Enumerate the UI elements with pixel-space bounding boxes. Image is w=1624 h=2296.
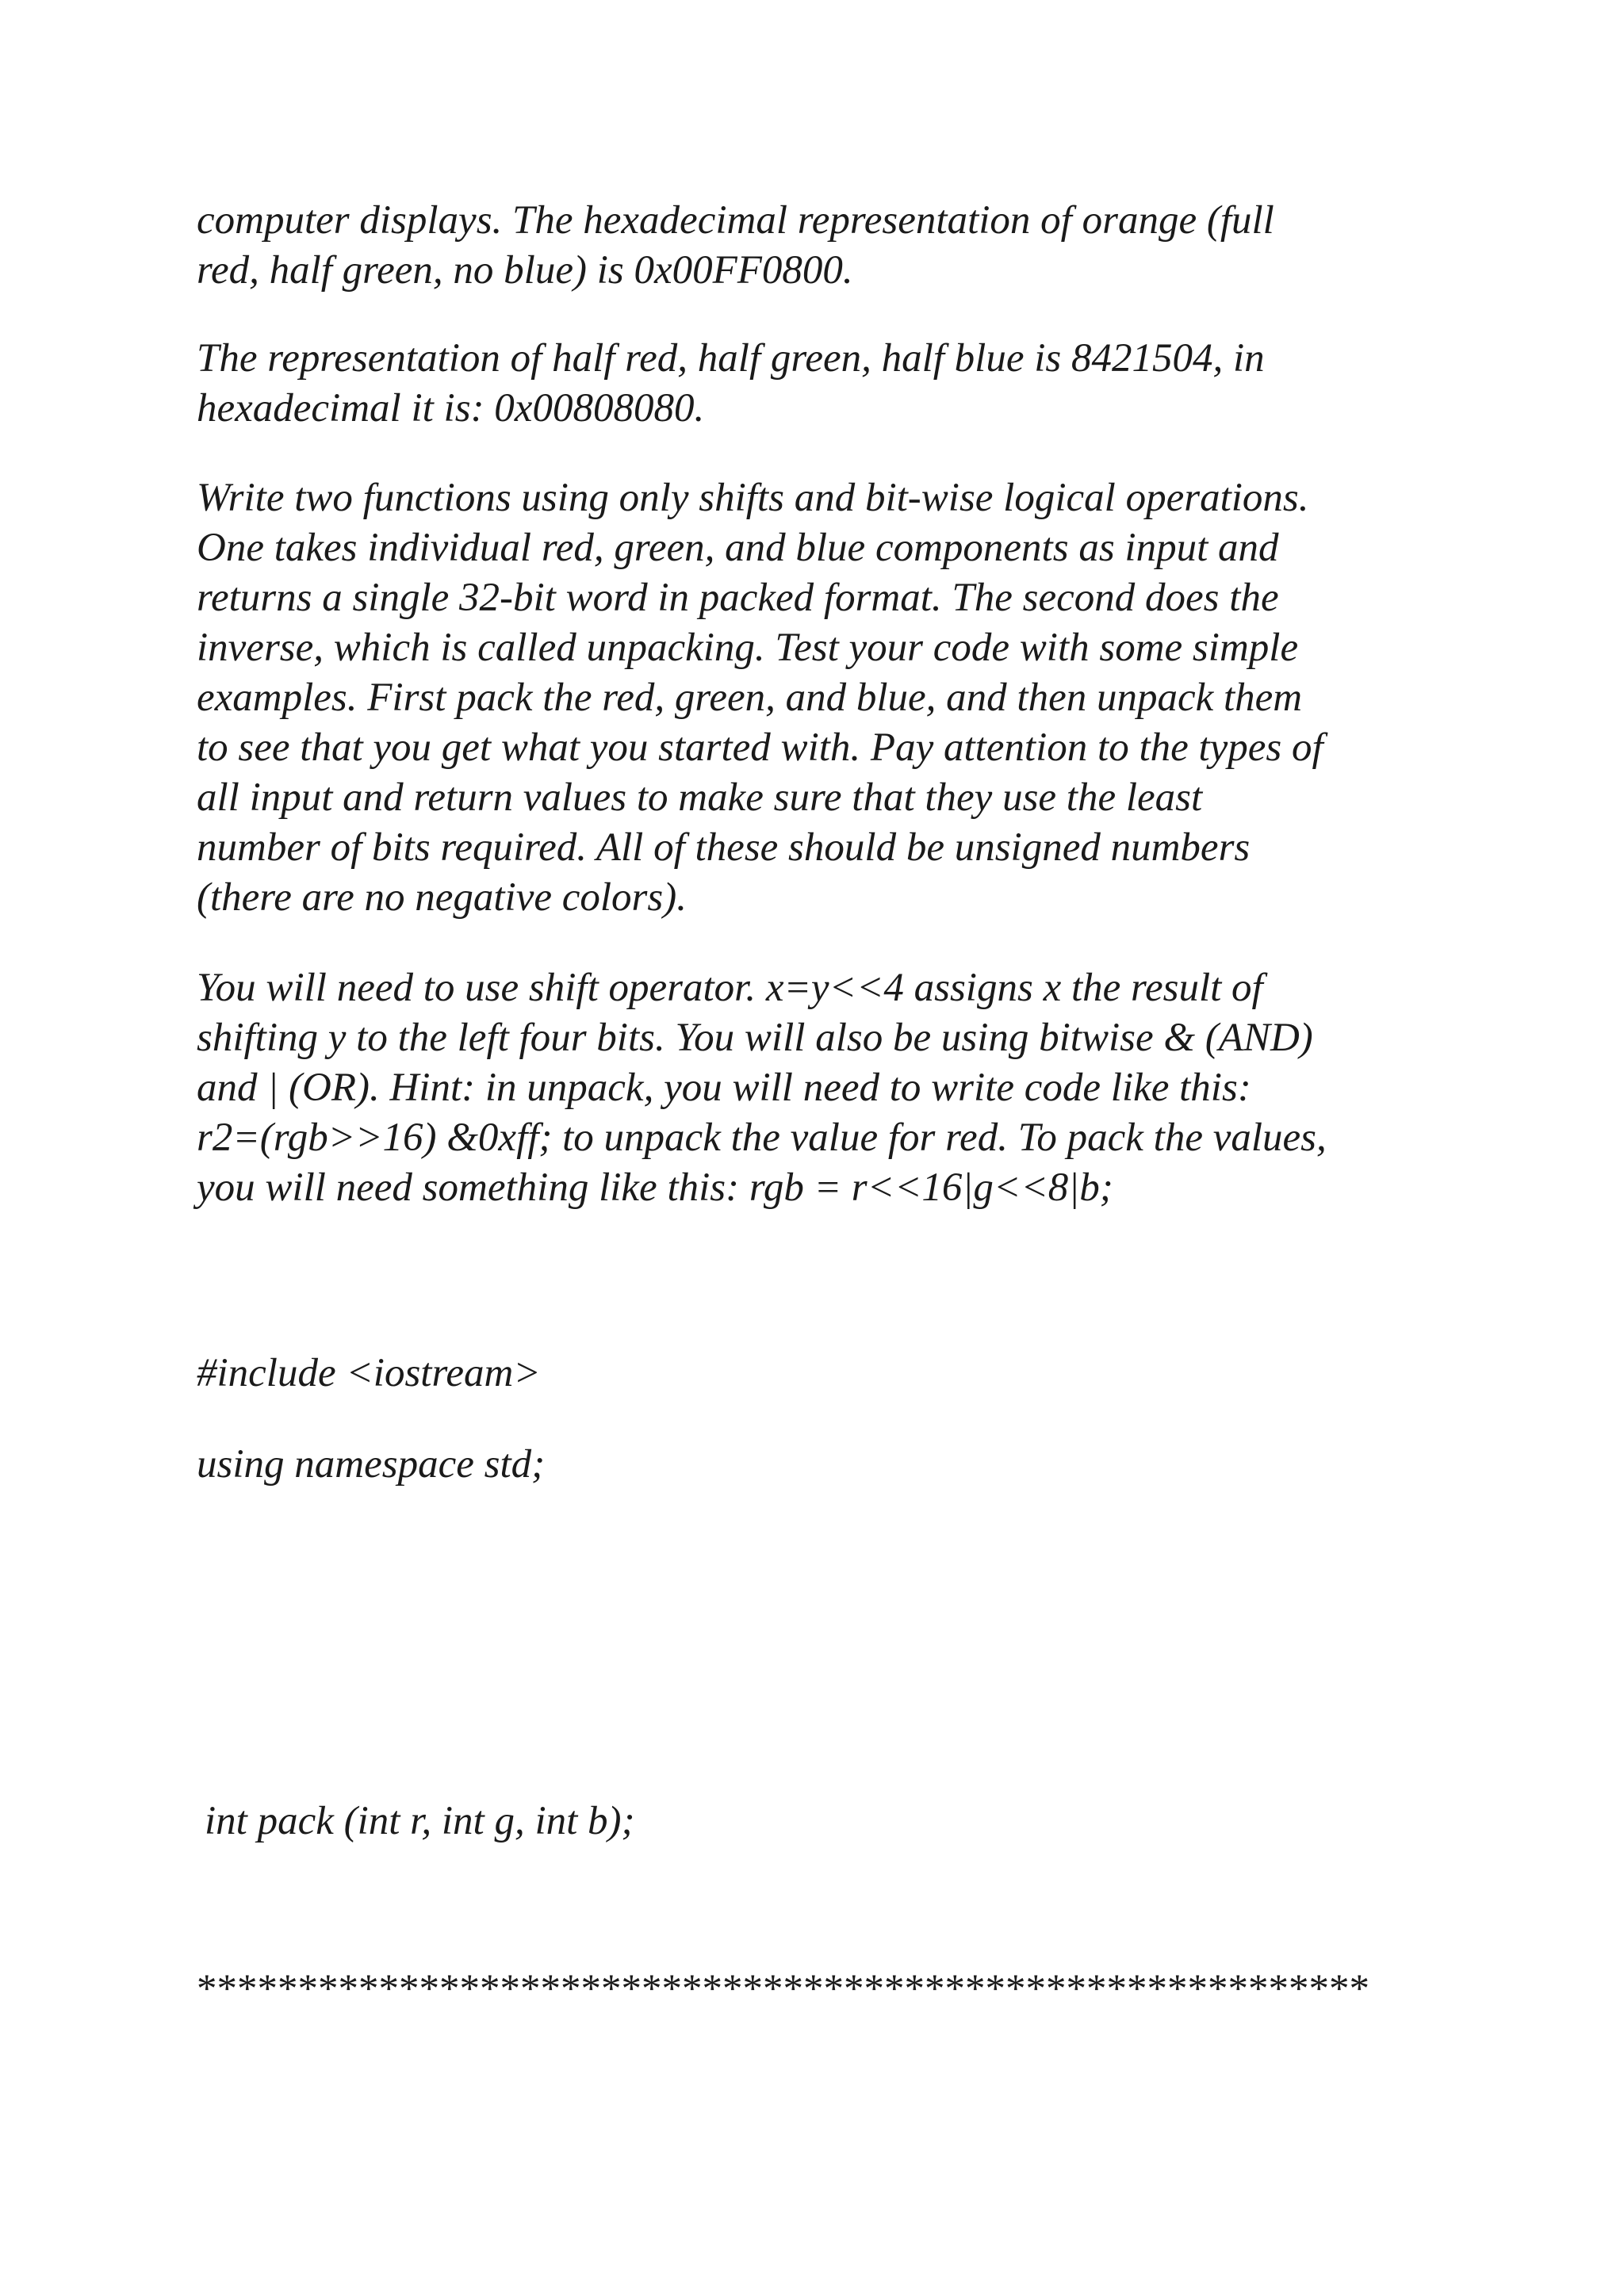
text-line: You will need to use shift operator. x=y<<4 assigns x the result of <box>197 966 1263 1010</box>
code-pack-declaration: int pack (int r, int g, int b); <box>205 1799 635 1843</box>
text-line: examples. First pack the red, green, and blue, and then unpack them <box>197 675 1303 720</box>
paragraph-shift-hint <box>197 963 1434 1213</box>
code-include-line: #include <iostream> <box>197 1351 541 1395</box>
separator-asterisks: ********************************************************** <box>197 1967 1369 2011</box>
paragraph-task-description <box>197 473 1434 923</box>
text-line: number of bits required. All of these should be unsigned numbers <box>197 825 1251 870</box>
text-line: computer displays. The hexadecimal representation of orange (full <box>197 198 1274 243</box>
text-line: red, half green, no blue) is 0x00FF0800. <box>197 248 853 293</box>
text-line: you will need something like this: rgb = r<<16|g<<8|b; <box>197 1165 1113 1210</box>
text-line: inverse, which is called unpacking. Test your code with some simple <box>197 626 1299 670</box>
text-line: (there are no negative colors). <box>197 875 687 920</box>
text-line: to see that you get what you started with. Pay attention to the types of <box>197 725 1323 770</box>
paragraph-color-orange <box>197 196 1434 296</box>
text-line: returns a single 32-bit word in packed format. The second does the <box>197 576 1279 620</box>
paragraph-half-colors <box>197 334 1434 434</box>
code-namespace-line: using namespace std; <box>197 1442 546 1487</box>
text-line: r2=(rgb>>16) &0xff; to unpack the value for red. To pack the values, <box>197 1115 1327 1160</box>
text-line: shifting y to the left four bits. You will also be using bitwise & (AND) <box>197 1016 1313 1060</box>
text-line: all input and return values to make sure that they use the least <box>197 775 1203 820</box>
text-line: and | (OR). Hint: in unpack, you will need to write code like this: <box>197 1066 1251 1110</box>
text-line: hexadecimal it is: 0x00808080. <box>197 386 705 430</box>
text-line: One takes individual red, green, and blue components as input and <box>197 526 1279 570</box>
text-line: The representation of half red, half green, half blue is 8421504, in <box>197 336 1265 381</box>
text-line: Write two functions using only shifts and bit-wise logical operations. <box>197 476 1309 520</box>
